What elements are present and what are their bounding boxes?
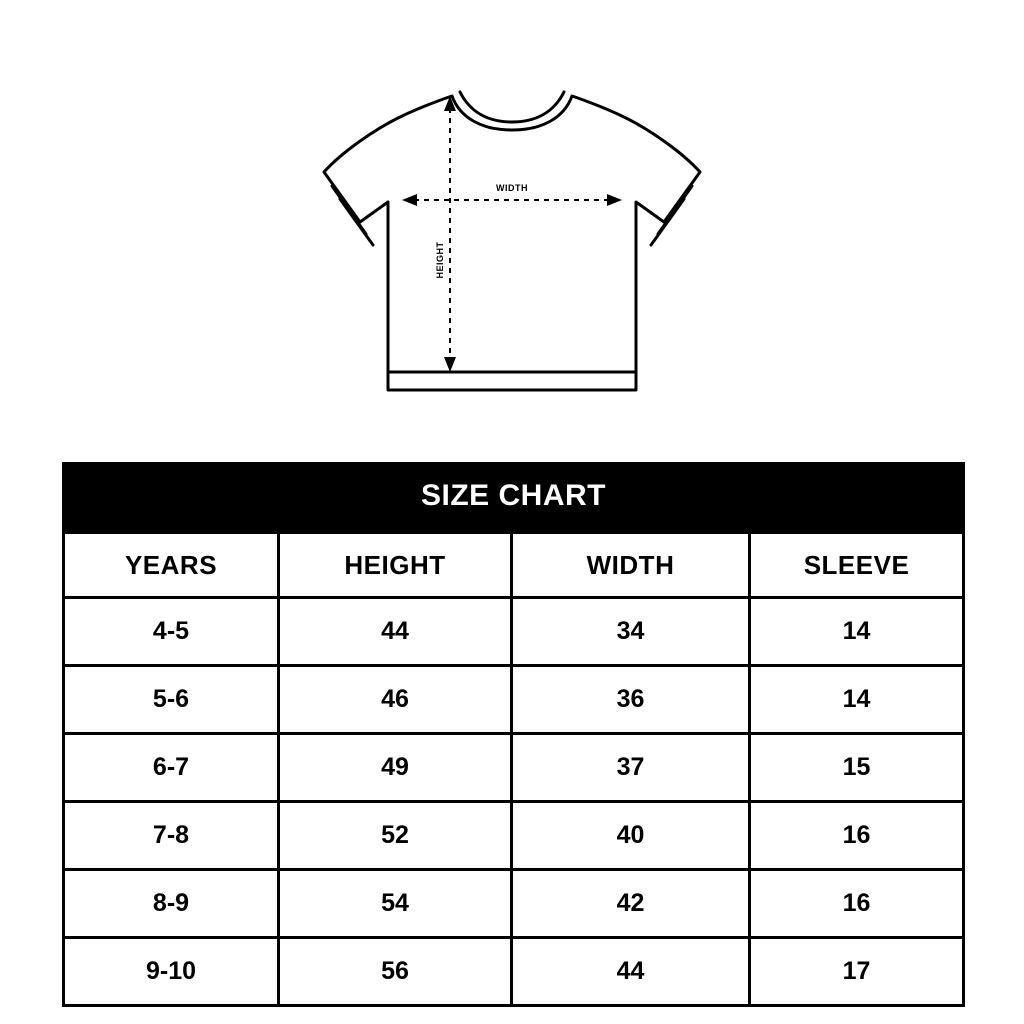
table-title-row xyxy=(64,464,964,533)
cell-years: 5-6 xyxy=(64,666,279,734)
cell-years: 7-8 xyxy=(64,802,279,870)
size-chart-title: SIZE CHART xyxy=(64,464,964,533)
table-header-row xyxy=(64,533,964,598)
cell-sleeve: 17 xyxy=(750,938,964,1006)
cell-height: 54 xyxy=(279,870,512,938)
column-header-years: YEARS xyxy=(64,533,279,598)
cell-sleeve: 16 xyxy=(750,802,964,870)
size-chart-table xyxy=(62,462,965,1007)
cell-height: 49 xyxy=(279,734,512,802)
column-header-width: WIDTH xyxy=(512,533,750,598)
cell-sleeve: 14 xyxy=(750,666,964,734)
table-row xyxy=(64,734,964,802)
width-dimension-arrow xyxy=(402,194,622,206)
cell-width: 34 xyxy=(512,598,750,666)
size-chart-table-wrapper xyxy=(62,462,962,1007)
cell-width: 44 xyxy=(512,938,750,1006)
height-dimension-arrow xyxy=(444,96,456,372)
cell-sleeve: 15 xyxy=(750,734,964,802)
cell-years: 4-5 xyxy=(64,598,279,666)
cell-years: 6-7 xyxy=(64,734,279,802)
table-row xyxy=(64,598,964,666)
cell-width: 40 xyxy=(512,802,750,870)
table-row xyxy=(64,666,964,734)
tshirt-svg xyxy=(302,60,722,440)
column-header-sleeve: SLEEVE xyxy=(750,533,964,598)
height-label: HEIGHT xyxy=(435,241,445,279)
tshirt-illustration xyxy=(0,60,1024,460)
cell-height: 52 xyxy=(279,802,512,870)
cell-width: 37 xyxy=(512,734,750,802)
table-row xyxy=(64,802,964,870)
width-label: WIDTH xyxy=(496,183,528,193)
cell-years: 9-10 xyxy=(64,938,279,1006)
cell-height: 44 xyxy=(279,598,512,666)
column-header-height: HEIGHT xyxy=(279,533,512,598)
cell-height: 56 xyxy=(279,938,512,1006)
cell-width: 42 xyxy=(512,870,750,938)
table-row xyxy=(64,870,964,938)
table-row xyxy=(64,938,964,1006)
cell-sleeve: 16 xyxy=(750,870,964,938)
cell-width: 36 xyxy=(512,666,750,734)
cell-years: 8-9 xyxy=(64,870,279,938)
cell-sleeve: 14 xyxy=(750,598,964,666)
cell-height: 46 xyxy=(279,666,512,734)
